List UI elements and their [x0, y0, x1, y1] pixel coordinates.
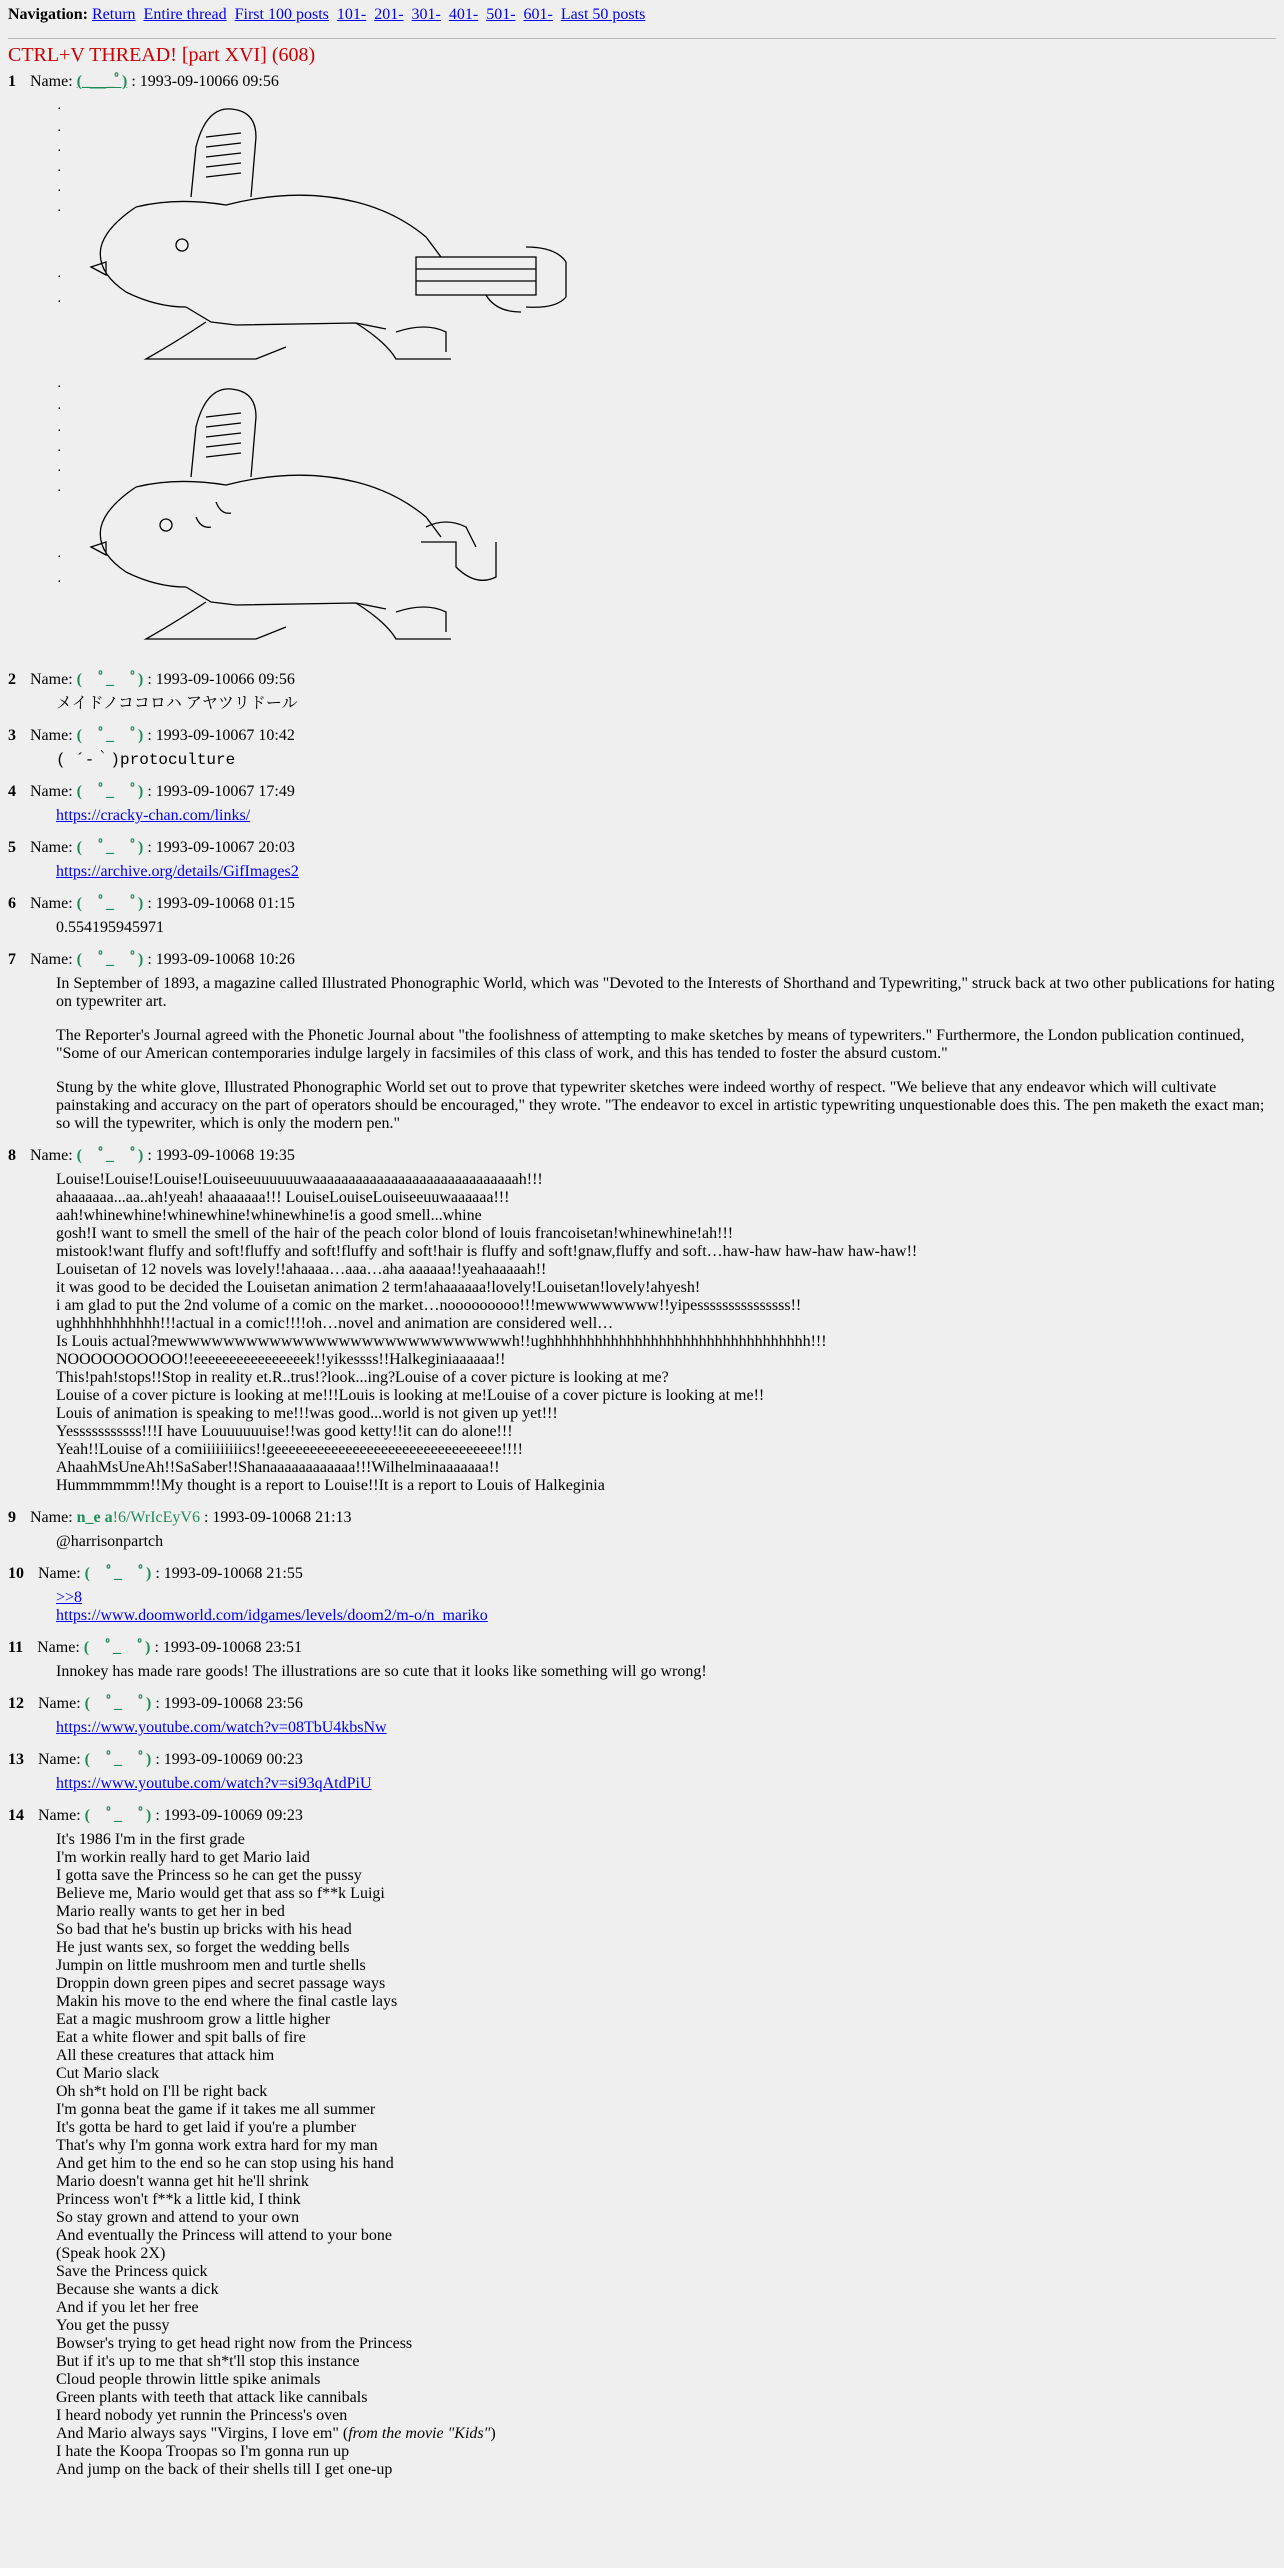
post-link[interactable]: https://cracky-chan.com/links/ — [56, 807, 251, 824]
post-paragraph: In September of 1893, a magazine called Illustrated Phonographic World, which was "Devoted to the Interests of Shorthand and Typewriting," struck back at two other publications for hating on typewriter art. — [56, 975, 1275, 1010]
post-header — [8, 895, 1276, 913]
post — [8, 727, 1276, 769]
post-date: : 1993-09-10068 19:35 — [147, 1147, 295, 1164]
post-line: Princess won't f**k a little kid, I think — [56, 2191, 301, 2208]
post-line: gosh!I want to smell the smell of the hair of the peach color blond of louis francoisetan!whinewhine!ah!!! — [56, 1225, 734, 1242]
nav-link-return[interactable]: Return — [92, 6, 136, 23]
post-line: And jump on the back of their shells till I get one-up — [56, 2461, 393, 2478]
post — [8, 73, 1276, 657]
post-line: Bowser's trying to get head right now from the Princess — [56, 2335, 413, 2352]
nav-link-401[interactable]: 401- — [448, 6, 479, 23]
post-number: 14 — [8, 1807, 24, 1824]
post-line: I'm workin really hard to get Mario laid — [56, 1849, 310, 1866]
post-header — [8, 839, 1276, 857]
rabbit-ascii-art-bottom — [91, 389, 496, 639]
post-body — [56, 1719, 1276, 1737]
svg-text:.: . — [56, 377, 63, 390]
post-header — [8, 1695, 1276, 1713]
nav-link-301[interactable]: 301- — [411, 6, 441, 23]
post-number: 13 — [8, 1751, 24, 1768]
post-line: Louisetan of 12 novels was lovely!!ahaaaa…aaa…aha aaaaaa!!yeahaaaaah!! — [56, 1261, 547, 1278]
post-line: Jumpin on little mushroom men and turtle shells — [56, 1957, 366, 1974]
post-line: ughhhhhhhhhhh!!!actual in a comic!!!!oh…novel and animation are considered well… — [56, 1315, 614, 1332]
name-label: Name: — [38, 1565, 81, 1582]
post-number: 12 — [8, 1695, 24, 1712]
name-label: Name: — [30, 951, 73, 968]
post-header — [8, 783, 1276, 801]
post — [8, 1807, 1276, 2479]
post — [8, 671, 1276, 713]
thread-title: CTRL+V THREAD! [part XVI] (608) — [8, 44, 316, 66]
post-line: This!pah!stops!!Stop in reality et.R..trus!?look...ing?Louise of a cover picture is looking at me? — [56, 1369, 669, 1386]
post-date: : 1993-09-10069 09:23 — [155, 1807, 303, 1824]
post-line: I gotta save the Princess so he can get the pussy — [56, 1867, 362, 1884]
post-date: : 1993-09-10068 21:13 — [203, 1509, 352, 1526]
post-date: : 1993-09-10067 10:42 — [147, 727, 295, 744]
post-header — [8, 73, 1276, 91]
name-label: Name: — [38, 1751, 81, 1768]
post-header — [8, 1751, 1276, 1769]
name-label: Name: — [30, 839, 73, 856]
post-number: 4 — [8, 783, 16, 800]
post-date: : 1993-09-10068 01:15 — [147, 895, 295, 912]
post — [8, 1751, 1276, 1793]
post-body — [56, 1663, 1276, 1681]
name-label: Name: — [30, 1147, 73, 1164]
poster-name: ( ﾟ_ ﾟ) — [83, 1639, 151, 1656]
post-line: Because she wants a dick — [56, 2281, 219, 2298]
post-line: He just wants sex, so forget the wedding bells — [56, 1939, 350, 1956]
divider — [8, 38, 1276, 39]
post-line: Cloud people throwin little spike animals — [56, 2371, 321, 2388]
post-header — [8, 1509, 1276, 1527]
post-date: : 1993-09-10068 23:56 — [155, 1695, 303, 1712]
poster-name: ( ﾟ_ ﾟ) — [76, 839, 144, 856]
svg-text:.: . — [56, 572, 63, 585]
svg-text:.: . — [56, 121, 63, 134]
post-link[interactable]: https://www.youtube.com/watch?v=si93qAtdPiU — [56, 1775, 372, 1792]
poster-name: n_e a — [76, 1509, 113, 1526]
post-line: Louise!Louise!Louise!Louiseeuuuuuuwaaaaaaaaaaaaaaaaaaaaaaaaaaaaah!!! — [56, 1171, 543, 1188]
post-link[interactable]: https://www.doomworld.com/idgames/levels/doom2/m-o/n_mariko — [56, 1607, 488, 1624]
post-number: 9 — [8, 1509, 16, 1526]
name-label: Name: — [37, 1639, 80, 1656]
post-body — [56, 751, 1276, 769]
post-header — [8, 1807, 1276, 1825]
post-header — [8, 1639, 1276, 1657]
navigation-label: Navigation: — [8, 6, 88, 23]
post-line: You get the pussy — [56, 2317, 170, 2334]
post-date: : 1993-09-10069 00:23 — [155, 1751, 303, 1768]
svg-text:.: . — [56, 181, 63, 194]
post-number: 7 — [8, 951, 16, 968]
post-line: I heard nobody yet runnin the Princess's oven — [56, 2407, 348, 2424]
post-line: Hummmmmm!!My thought is a report to Louise!!It is a report to Louis of Halkeginia — [56, 1477, 605, 1494]
post — [8, 1695, 1276, 1737]
post-body — [56, 1589, 1276, 1625]
post-line: That's why I'm gonna work extra hard for my man — [56, 2137, 378, 2154]
nav-link-501[interactable]: 501- — [486, 6, 516, 23]
post-number: 6 — [8, 895, 16, 912]
post-line: it was good to be decided the Louisetan animation 2 term!ahaaaaaa!lovely!Louisetan!lovely!ahyesh! — [56, 1279, 701, 1296]
svg-text:.: . — [56, 292, 63, 305]
post-header — [8, 1147, 1276, 1165]
post — [8, 1639, 1276, 1681]
post-body — [56, 1533, 1276, 1551]
post-header — [8, 671, 1276, 689]
post-line: Louise of a cover picture is looking at me!!!Louis is looking at me!Louise of a cover picture is looking at me!! — [56, 1387, 765, 1404]
post-link[interactable]: https://archive.org/details/GifImages2 — [56, 863, 299, 880]
post-line-with-citation: And Mario always says "Virgins, I love em" (from the movie "Kids") — [56, 2425, 496, 2442]
post-number: 1 — [8, 73, 16, 90]
post-body — [56, 97, 1276, 657]
name-label: Name: — [30, 727, 73, 744]
name-label: Name: — [30, 895, 73, 912]
name-label: Name: — [30, 1509, 73, 1526]
post-line: Mario doesn't wanna get hit he'll shrink — [56, 2173, 309, 2190]
post-header — [8, 951, 1276, 969]
poster-name: ( ﾟ_ ﾟ) — [76, 727, 144, 744]
name-label: Name: — [30, 783, 73, 800]
post-line: Cut Mario slack — [56, 2065, 160, 2082]
ascii-art-rabbits — [56, 97, 576, 657]
post-body — [56, 1775, 1276, 1793]
svg-text:.: . — [56, 461, 63, 474]
svg-text:.: . — [56, 547, 63, 560]
post-line: So bad that he's bustin up bricks with his head — [56, 1921, 352, 1938]
post-line: Mario really wants to get her in bed — [56, 1903, 285, 1920]
nav-link-entire-thread[interactable]: Entire thread — [143, 6, 227, 23]
post-number: 11 — [8, 1639, 24, 1656]
poster-name: ( ﾟ_ ﾟ) — [76, 783, 144, 800]
post-line: (Speak hook 2X) — [56, 2245, 166, 2262]
post-line: Is Louis actual?mewwwwwwwwwwwwwwwwwwwwwwwwwwwwwh!!ughhhhhhhhhhhhhhhhhhhhhhhhhhhhhhhhh!!! — [56, 1333, 827, 1350]
post-paragraph: Stung by the white glove, Illustrated Phonographic World set out to prove that typewriter sketches were indeed worthy of respect. "We believe that any endeavor which will cultivate painstaking and accuracy on the part of operators should be encouraged," they wrote. "The endeavor to excel in artistic typewriting unquestionable does this. The pen maketh the exact man; so will the typewriter, which is only the modern pen." — [56, 1079, 1265, 1132]
svg-text:.: . — [56, 99, 63, 112]
post-line: But if it's up to me that sh*t'll stop this instance — [56, 2353, 360, 2370]
post-paragraph: The Reporter's Journal agreed with the Phonetic Journal about "the foolishness of attempting to make sketches by means of typewriters." Furthermore, the London publication continued, "Some of our American contemporaries indulge largely in facsimiles of this class of work, and this has tended to foster the absurd custom." — [56, 1027, 1245, 1062]
poster-name: ( ﾟ_ ﾟ) — [76, 671, 144, 688]
post — [8, 1565, 1276, 1625]
post-line: And if you let her free — [56, 2299, 199, 2316]
post-body — [56, 863, 1276, 881]
post-line: aah!whinewhine!whinewhine!whinewhine!is a good smell...whine — [56, 1207, 482, 1224]
post-number: 5 — [8, 839, 16, 856]
post-line: And Mario always says "Virgins, I love em" — [56, 2425, 339, 2442]
post-date: : 1993-09-10066 09:56 — [131, 73, 279, 90]
post — [8, 783, 1276, 825]
post-line: And get him to the end so he can stop using his hand — [56, 2155, 394, 2172]
post-body — [56, 695, 1276, 713]
post-line: So stay grown and attend to your own — [56, 2209, 300, 2226]
post-number: 10 — [8, 1565, 24, 1582]
post-header — [8, 727, 1276, 745]
post-text: ( ´-｀)protoculture — [56, 751, 236, 769]
poster-name: ( ﾟ_ ﾟ) — [84, 1751, 152, 1768]
nav-link-201[interactable]: 201- — [374, 6, 404, 23]
svg-text:.: . — [56, 421, 63, 434]
post — [8, 1147, 1276, 1495]
post-number: 8 — [8, 1147, 16, 1164]
svg-text:.: . — [56, 201, 63, 214]
post — [8, 951, 1276, 1133]
post-text: @harrisonpartch — [56, 1533, 164, 1550]
svg-text:.: . — [56, 141, 63, 154]
poster-name: ( ﾟ_ ﾟ) — [76, 895, 144, 912]
post-line: Believe me, Mario would get that ass so f**k Luigi — [56, 1885, 385, 1902]
name-label: Name: — [30, 671, 73, 688]
post-date: : 1993-09-10068 10:26 — [147, 951, 295, 968]
post-date: : 1993-09-10068 23:51 — [154, 1639, 302, 1656]
post-line: It's gotta be hard to get laid if you're a plumber — [56, 2119, 356, 2136]
svg-text:.: . — [56, 267, 63, 280]
post-body — [56, 1831, 1276, 2479]
post-line: NOOOOOOOOOO!!eeeeeeeeeeeeeeeek!!yikessss!!Halkeginiaaaaaa!! — [56, 1351, 506, 1368]
post-date: : 1993-09-10067 17:49 — [147, 783, 295, 800]
post-line: mistook!want fluffy and soft!fluffy and soft!fluffy and soft!hair is fluffy and soft!gnaw,fluffy and soft…haw-haw haw-haw haw-haw!! — [56, 1243, 918, 1260]
poster-name: ( ﾟ_ ﾟ) — [76, 1147, 144, 1164]
nav-link-last-50[interactable]: Last 50 posts — [560, 6, 646, 23]
post-line: AhaahMsUneAh!!SaSaber!!Shanaaaaaaaaaaaa!!!Wilhelminaaaaaaa!! — [56, 1459, 500, 1476]
post-line: It's 1986 I'm in the first grade — [56, 1831, 245, 1848]
post-body — [56, 807, 1276, 825]
nav-link-601[interactable]: 601- — [523, 6, 553, 23]
post-text: メイドノココロハ アヤツリドール — [56, 695, 298, 712]
post-line: And eventually the Princess will attend to your bone — [56, 2227, 392, 2244]
post — [8, 839, 1276, 881]
svg-text:.: . — [56, 481, 63, 494]
post-date: : 1993-09-10066 09:56 — [147, 671, 295, 688]
post-line: I'm gonna beat the game if it takes me all summer — [56, 2101, 376, 2118]
post-header — [8, 1565, 1276, 1583]
post-number: 2 — [8, 671, 16, 688]
poster-name[interactable]: (_＿_ﾟ) — [76, 73, 128, 90]
poster-name: ( ﾟ_ ﾟ) — [84, 1695, 152, 1712]
post-line: Save the Princess quick — [56, 2263, 208, 2280]
navigation-bar — [8, 6, 1276, 24]
post-text: 0.554195945971 — [56, 919, 164, 936]
post — [8, 895, 1276, 937]
post-line: Oh sh*t hold on I'll be right back — [56, 2083, 268, 2100]
poster-name: ( ﾟ_ ﾟ) — [84, 1807, 152, 1824]
post-date: : 1993-09-10067 20:03 — [147, 839, 295, 856]
post-body — [56, 919, 1276, 937]
post-text: Innokey has made rare goods! The illustrations are so cute that it looks like something will go wrong! — [56, 1663, 707, 1680]
post-line: i am glad to put the 2nd volume of a comic on the market…nooooooooo!!!mewwwwwwwww!!yipesssssssssssssss!! — [56, 1297, 802, 1314]
post-line: Green plants with teeth that attack like cannibals — [56, 2389, 368, 2406]
poster-name: ( ﾟ_ ﾟ) — [76, 951, 144, 968]
reply-link[interactable]: >>8 — [56, 1589, 83, 1606]
post-line: Droppin down green pipes and secret passage ways — [56, 1975, 386, 1992]
post-date: : 1993-09-10068 21:55 — [155, 1565, 303, 1582]
post — [8, 1509, 1276, 1551]
post-line: ahaaaaaa...aa..ah!yeah! ahaaaaaa!!! LouiseLouiseLouiseeuuwaaaaaa!!! — [56, 1189, 510, 1206]
nav-link-first-100[interactable]: First 100 posts — [234, 6, 329, 23]
name-label: Name: — [30, 73, 73, 90]
nav-link-101[interactable]: 101- — [336, 6, 367, 23]
post-line: Yeah!!Louise of a comiiiiiiiiics!!geeeeeeeeeeeeeeeeeeeeeeeeeeeeeeee!!!! — [56, 1441, 523, 1458]
post-body — [56, 1171, 1276, 1495]
post-number: 3 — [8, 727, 16, 744]
svg-text:.: . — [56, 161, 63, 174]
svg-text:.: . — [56, 441, 63, 454]
post-line: Eat a white flower and spit balls of fire — [56, 2029, 306, 2046]
post-body — [56, 975, 1276, 1133]
post-link[interactable]: https://www.youtube.com/watch?v=08TbU4kbsNw — [56, 1719, 387, 1736]
poster-tripcode: !6/WrIcEyV6 — [112, 1509, 200, 1526]
citation: from the movie "Kids" — [348, 2425, 491, 2442]
post-line: I hate the Koopa Troopas so I'm gonna run up — [56, 2443, 350, 2460]
name-label: Name: — [38, 1695, 81, 1712]
poster-name: ( ﾟ_ ﾟ) — [84, 1565, 152, 1582]
post-line: Eat a magic mushroom grow a little higher — [56, 2011, 331, 2028]
name-label: Name: — [38, 1807, 81, 1824]
post-line: Makin his move to the end where the final castle lays — [56, 1993, 398, 2010]
post-line: Yesssssssssss!!!I have Louuuuuuise!!was good ketty!!it can do alone!!! — [56, 1423, 513, 1440]
svg-text:.: . — [56, 399, 63, 412]
post-line: Louis of animation is speaking to me!!!was good...world is not given up yet!!! — [56, 1405, 558, 1422]
post-line: All these creatures that attack him — [56, 2047, 275, 2064]
rabbit-ascii-art-top — [91, 109, 566, 359]
